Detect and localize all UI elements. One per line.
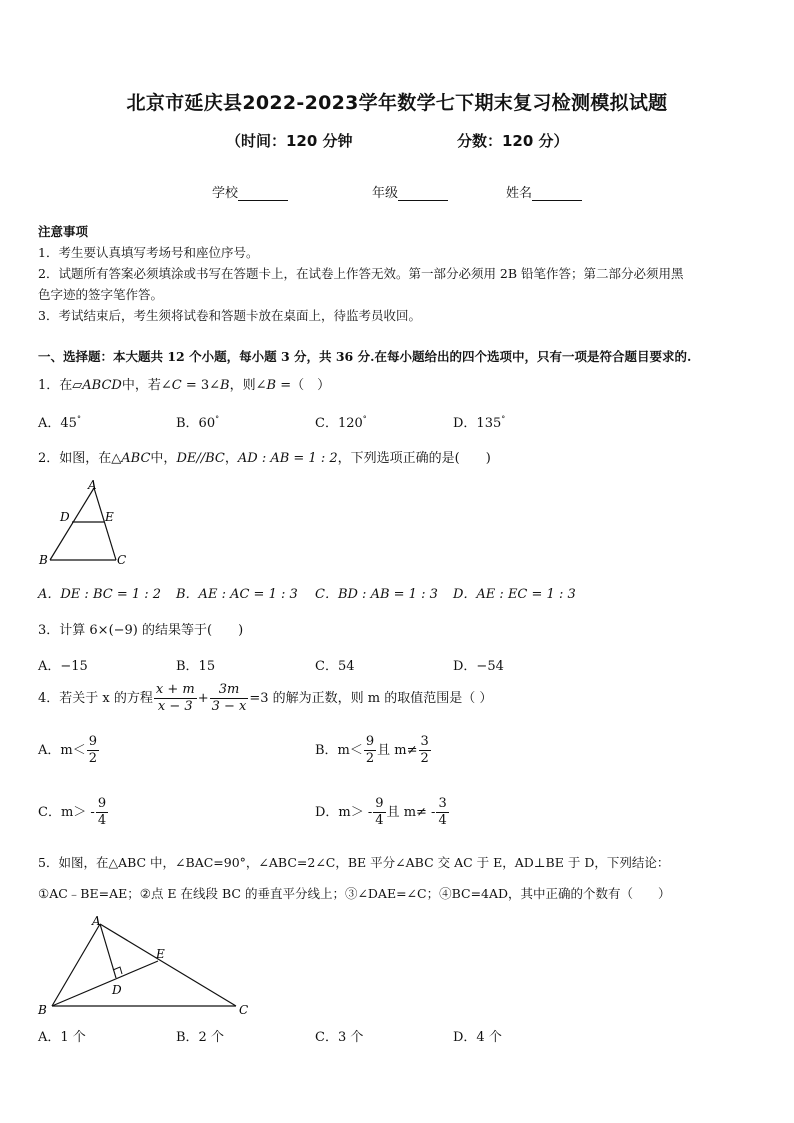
option-b[interactable]: B．AE : AC = 1 : 3 — [176, 587, 298, 602]
label-d: D — [112, 983, 122, 997]
label-c: C — [239, 1003, 249, 1017]
label-a: A — [92, 914, 101, 928]
name-blank[interactable] — [532, 186, 582, 201]
fraction: $\frac{3m}{3 - x}$ — [211, 682, 247, 714]
option-a[interactable]: A．−15 — [38, 659, 88, 674]
name-field[interactable] — [506, 182, 582, 201]
option-a[interactable]: A．m＜ $\frac{9}{2}$ — [38, 734, 97, 766]
option-a[interactable]: A．1 个 — [38, 1030, 86, 1045]
grade-field[interactable] — [372, 182, 448, 201]
grade-blank[interactable] — [398, 186, 448, 201]
side-ab — [52, 924, 100, 1006]
school-label: 学校 — [212, 186, 239, 201]
side-ac — [94, 488, 116, 560]
option-c[interactable]: C．3 个 — [315, 1030, 364, 1045]
option-d[interactable]: D．AE : EC = 1 : 3 — [453, 587, 576, 602]
segment-be — [52, 961, 158, 1006]
question-2: 2．如图，在△ABC中，DE//BC，AD : AB = 1 : 2，下列选项正确的是( ) — [38, 451, 491, 466]
fraction: $\frac{x + m}{x - 3}$ — [155, 682, 195, 714]
school-field[interactable] — [212, 182, 288, 201]
option-b[interactable]: B．m＜ $\frac{9}{2}$ 且 m≠ $\frac{3}{2}$ — [315, 734, 429, 766]
name-label: 姓名 — [506, 186, 533, 201]
label-b: B — [39, 553, 48, 567]
exam-time: （时间：120 分钟 — [226, 132, 353, 150]
school-blank[interactable] — [238, 186, 288, 201]
option-b[interactable]: B．15 — [176, 659, 216, 674]
section-heading: 一、选择题：本大题共 12 个小题，每小题 3 分，共 36 分.在每小题给出的四个选项中，只有一项是符合题目要求的. — [38, 349, 692, 364]
option-c[interactable]: C．BD : AB = 1 : 3 — [315, 587, 438, 602]
side-ab — [50, 488, 94, 560]
option-d[interactable]: D．−54 — [453, 659, 504, 674]
option-b[interactable]: B．2 个 — [176, 1030, 224, 1045]
question-4: 4．若关于 x 的方程 $\frac{x + m}{x - 3}$ + $\frac{3m}{3 - x}$ =3 的解为正数，则 m 的取值范围是（ ） — [38, 682, 493, 714]
label-a: A — [88, 478, 97, 492]
triangle-figure-q2 — [36, 478, 136, 570]
label-b: B — [38, 1003, 47, 1017]
option-c[interactable]: C．120° — [315, 414, 367, 431]
option-d[interactable]: D．4 个 — [453, 1030, 502, 1045]
label-c: C — [117, 553, 127, 567]
option-c[interactable]: C．m＞ - $\frac{9}{4}$ — [38, 796, 107, 828]
option-c[interactable]: C．54 — [315, 659, 355, 674]
label-e: E — [156, 947, 165, 961]
grade-label: 年级 — [372, 186, 399, 201]
option-b[interactable]: B．60° — [176, 414, 220, 431]
question-5-line-2: ①AC﹣BE=AE；②点 E 在线段 BC 的垂直平分线上；③∠DAE=∠C；④BC=4AD，其中正确的个数有（ ） — [38, 886, 671, 901]
notice-heading: 注意事项 — [38, 224, 89, 239]
notice-item: 色字迹的签字笔作答。 — [38, 287, 164, 302]
page-title: 北京市延庆县2022-2023学年数学七下期末复习检测模拟试题 — [126, 92, 668, 114]
exam-score: 分数：120 分） — [457, 132, 569, 150]
label-d: D — [60, 510, 70, 524]
question-1: 1．在▱ABCD中，若∠C = 3∠B，则∠B =（ ） — [38, 378, 331, 393]
option-d[interactable]: D．m＞ - $\frac{9}{4}$ 且 m≠ - $\frac{3}{4}$ — [315, 796, 447, 828]
option-a[interactable]: A．45° — [38, 414, 81, 431]
option-a[interactable]: A．DE : BC = 1 : 2 — [38, 587, 162, 602]
triangle-figure-q5 — [34, 912, 256, 1022]
notice-item: 1．考生要认真填写考场号和座位序号。 — [38, 245, 259, 260]
label-e: E — [105, 510, 114, 524]
question-3: 3．计算 6×(−9) 的结果等于( ) — [38, 623, 244, 638]
question-5-line-1: 5．如图，在△ABC 中，∠BAC=90°，∠ABC=2∠C，BE 平分∠ABC 交 AC 于 E，AD⊥BE 于 D，下列结论： — [38, 855, 670, 870]
notice-item: 3．考试结束后，考生须将试卷和答题卡放在桌面上，待监考员收回。 — [38, 308, 421, 323]
notice-item: 2．试题所有答案必须填涂或书写在答题卡上，在试卷上作答无效。第一部分必须用 2B 铅笔作答；第二部分必须用黑 — [38, 266, 684, 281]
option-d[interactable]: D．135° — [453, 414, 506, 431]
